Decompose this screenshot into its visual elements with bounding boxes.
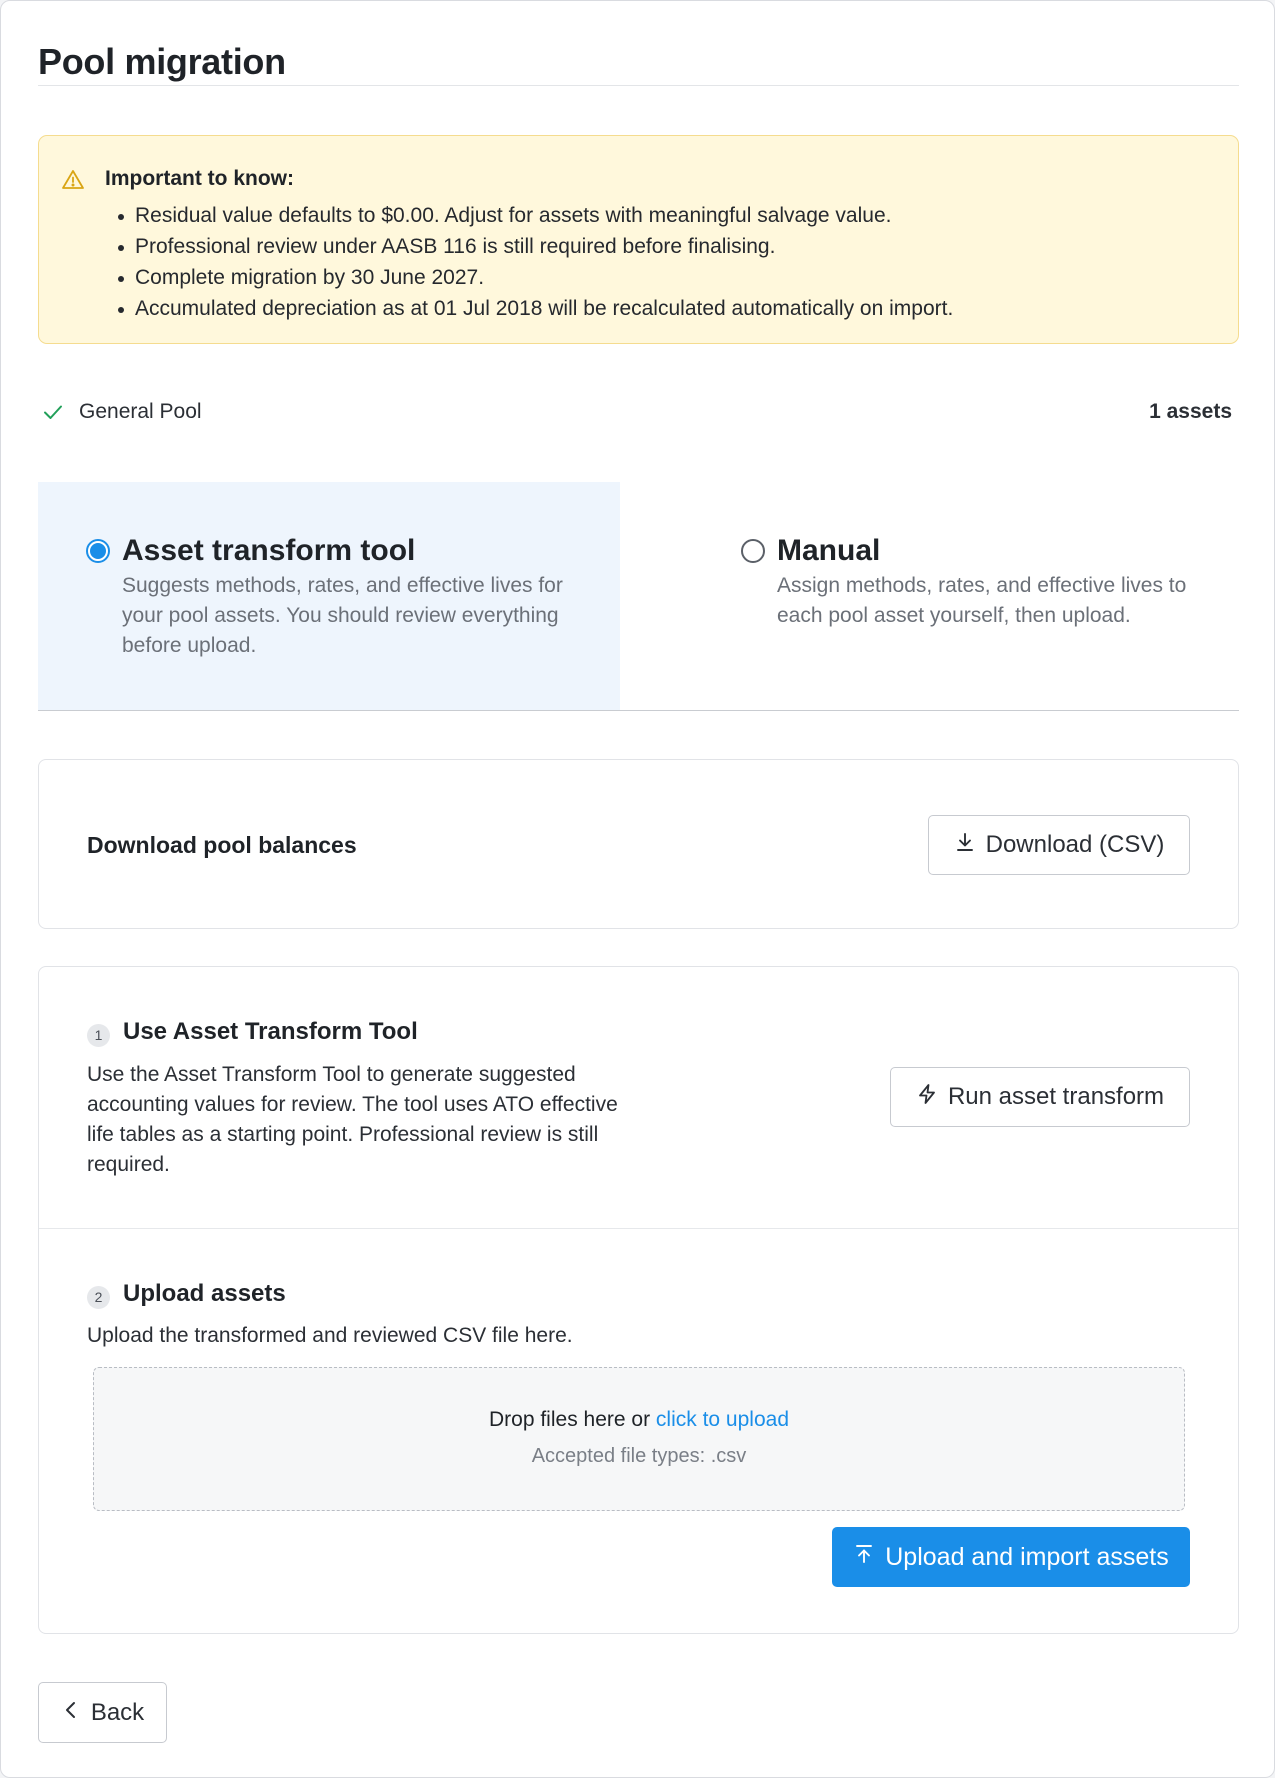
option-asset-transform-tool[interactable] xyxy=(38,482,620,710)
download-label: Download pool balances xyxy=(87,832,357,858)
click-to-upload-link[interactable]: click to upload xyxy=(655,1408,789,1431)
title-divider xyxy=(38,85,1239,86)
callout-title: Important to know: xyxy=(105,167,294,190)
dropzone-prompt: Drop files here or xyxy=(489,1408,651,1431)
upload-button-label: Upload and import assets xyxy=(885,1542,1169,1571)
dropzone-text xyxy=(94,1408,1184,1432)
page-title: Pool migration xyxy=(38,41,286,82)
migration-method-options xyxy=(38,482,1239,711)
option-description: Assign methods, rates, and effective lives to each pool asset yourself, then upload. xyxy=(777,574,1187,627)
chevron-left-icon xyxy=(61,1699,81,1727)
important-callout xyxy=(38,135,1239,344)
step-description: Use the Asset Transform Tool to generate suggested accounting values for review. The tool uses ATO effective life tables as a starting point. Professional review is still required. xyxy=(87,1063,618,1176)
check-icon xyxy=(42,401,64,423)
file-dropzone[interactable] xyxy=(93,1367,1185,1511)
step-number: 2 xyxy=(87,1286,110,1309)
run-transform-label: Run asset transform xyxy=(947,1083,1165,1110)
download-csv-button[interactable] xyxy=(928,815,1190,875)
callout-item: Residual value defaults to $0.00. Adjust for assets with meaningful salvage value. xyxy=(135,200,1215,231)
radio-manual[interactable] xyxy=(741,539,765,563)
step-description: Upload the transformed and reviewed CSV file here. xyxy=(87,1324,573,1347)
pool-row xyxy=(38,397,1239,429)
steps-card xyxy=(38,966,1239,1634)
pool-name: General Pool xyxy=(79,400,202,423)
download-button-label: Download (CSV) xyxy=(985,831,1165,858)
lightning-icon xyxy=(916,1083,938,1112)
callout-item: Professional review under AASB 116 is still required before finalising. xyxy=(135,231,1215,262)
warning-triangle-icon xyxy=(61,168,85,192)
callout-item: Accumulated depreciation as at 01 Jul 2018 will be recalculated automatically on import. xyxy=(135,293,1215,324)
download-card xyxy=(38,759,1239,929)
option-description: Suggests methods, rates, and effective lives for your pool assets. You should review everything before upload. xyxy=(122,574,563,657)
step-title: Use Asset Transform Tool xyxy=(123,1018,418,1045)
upload-and-import-button[interactable] xyxy=(832,1527,1190,1587)
radio-asset-transform-tool[interactable] xyxy=(86,539,110,563)
option-title: Manual xyxy=(777,534,881,567)
step-title: Upload assets xyxy=(123,1280,286,1307)
accepted-file-types: Accepted file types: .csv xyxy=(531,1445,747,1467)
download-icon xyxy=(954,831,976,860)
callout-item: Complete migration by 30 June 2027. xyxy=(135,262,1215,293)
pool-asset-count: 1 assets xyxy=(1149,400,1232,423)
run-asset-transform-button[interactable] xyxy=(890,1067,1190,1127)
callout-list xyxy=(135,200,1215,324)
upload-icon xyxy=(853,1543,875,1572)
option-title: Asset transform tool xyxy=(122,534,416,567)
option-manual[interactable] xyxy=(620,482,1239,710)
step-divider xyxy=(39,1228,1238,1229)
back-button[interactable] xyxy=(38,1682,167,1743)
step-number: 1 xyxy=(87,1024,110,1047)
back-label: Back xyxy=(90,1698,145,1726)
